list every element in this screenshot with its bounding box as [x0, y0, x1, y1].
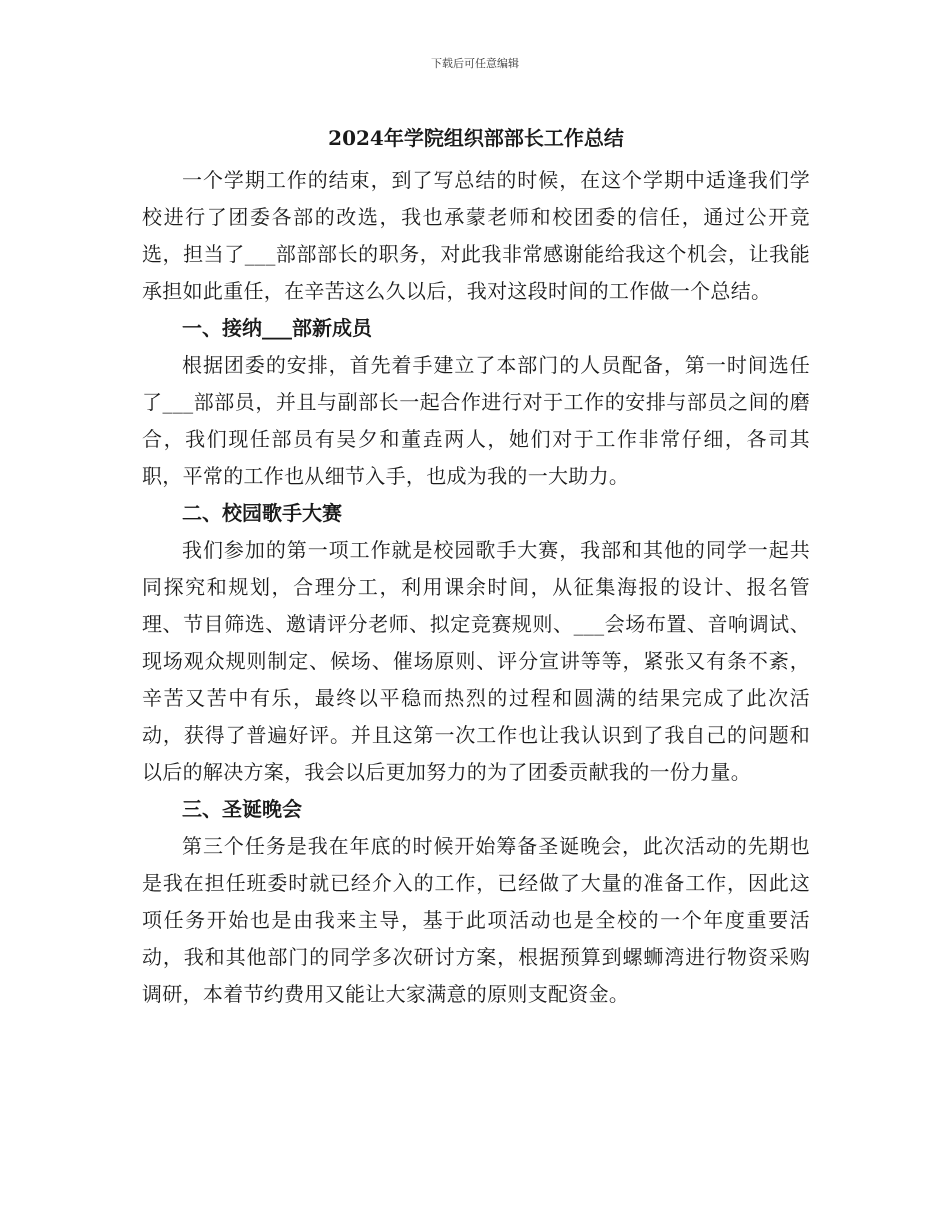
intro-paragraph: 一个学期工作的结束，到了写总结的时候，在这个学期中适逢我们学校进行了团委各部的改选，我也承蒙老师和校团委的信任，通过公开竞选，担当了___部部部长的职务，对此我非常感谢能给我这个机会，让我能承担如此重任，在辛苦这么久以后，我对这段时间的工作做一个总结。 [142, 168, 810, 303]
section-1-paragraph: 根据团委的安排，首先着手建立了本部门的人员配备，第一时间选任了___部部员，并且与副部长一起合作进行对于工作的安排与部员之间的磨合，我们现任部员有吴夕和董垚两人，她们对于工作非常仔细，各司其职，平常的工作也从细节入手，也成为我的一大助力。 [142, 353, 810, 488]
section-3-heading: 三、圣诞晚会 [182, 797, 302, 821]
document-title: 2024年学院组织部部长工作总结 [328, 126, 624, 150]
section-1-heading: 一、接纳___部新成员 [182, 316, 372, 340]
section-2-paragraph: 我们参加的第一项工作就是校园歌手大赛，我部和其他的同学一起共同探究和规划，合理分工，利用课余时间，从征集海报的设计、报名管理、节目筛选、邀请评分老师、拟定竞赛规则、___会场布置、音响调试、现场观众规则制定、候场、催场原则、评分宣讲等等，紧张又有条不紊，辛苦又苦中有乐，最终以平稳而热烈的过程和圆满的结果完成了此次活动，获得了普遍好评。并且这第一次工作也让我认识到了我自己的问题和以后的解决方案，我会以后更加努力的为了团委贡献我的一份力量。 [142, 538, 810, 784]
section-2-heading: 二、校园歌手大赛 [182, 501, 342, 525]
section-3-paragraph: 第三个任务是我在年底的时候开始筹备圣诞晚会，此次活动的先期也是我在担任班委时就已经介入的工作，已经做了大量的准备工作，因此这项任务开始也是由我来主导，基于此项活动也是全校的一个年度重要活动，我和其他部门的同学多次研讨方案，根据预算到螺蛳湾进行物资采购调研，本着节约费用又能让大家满意的原则支配资金。 [142, 834, 810, 1006]
document-body [142, 118, 810, 1013]
header-note: 下载后可任意编辑 [431, 57, 519, 70]
